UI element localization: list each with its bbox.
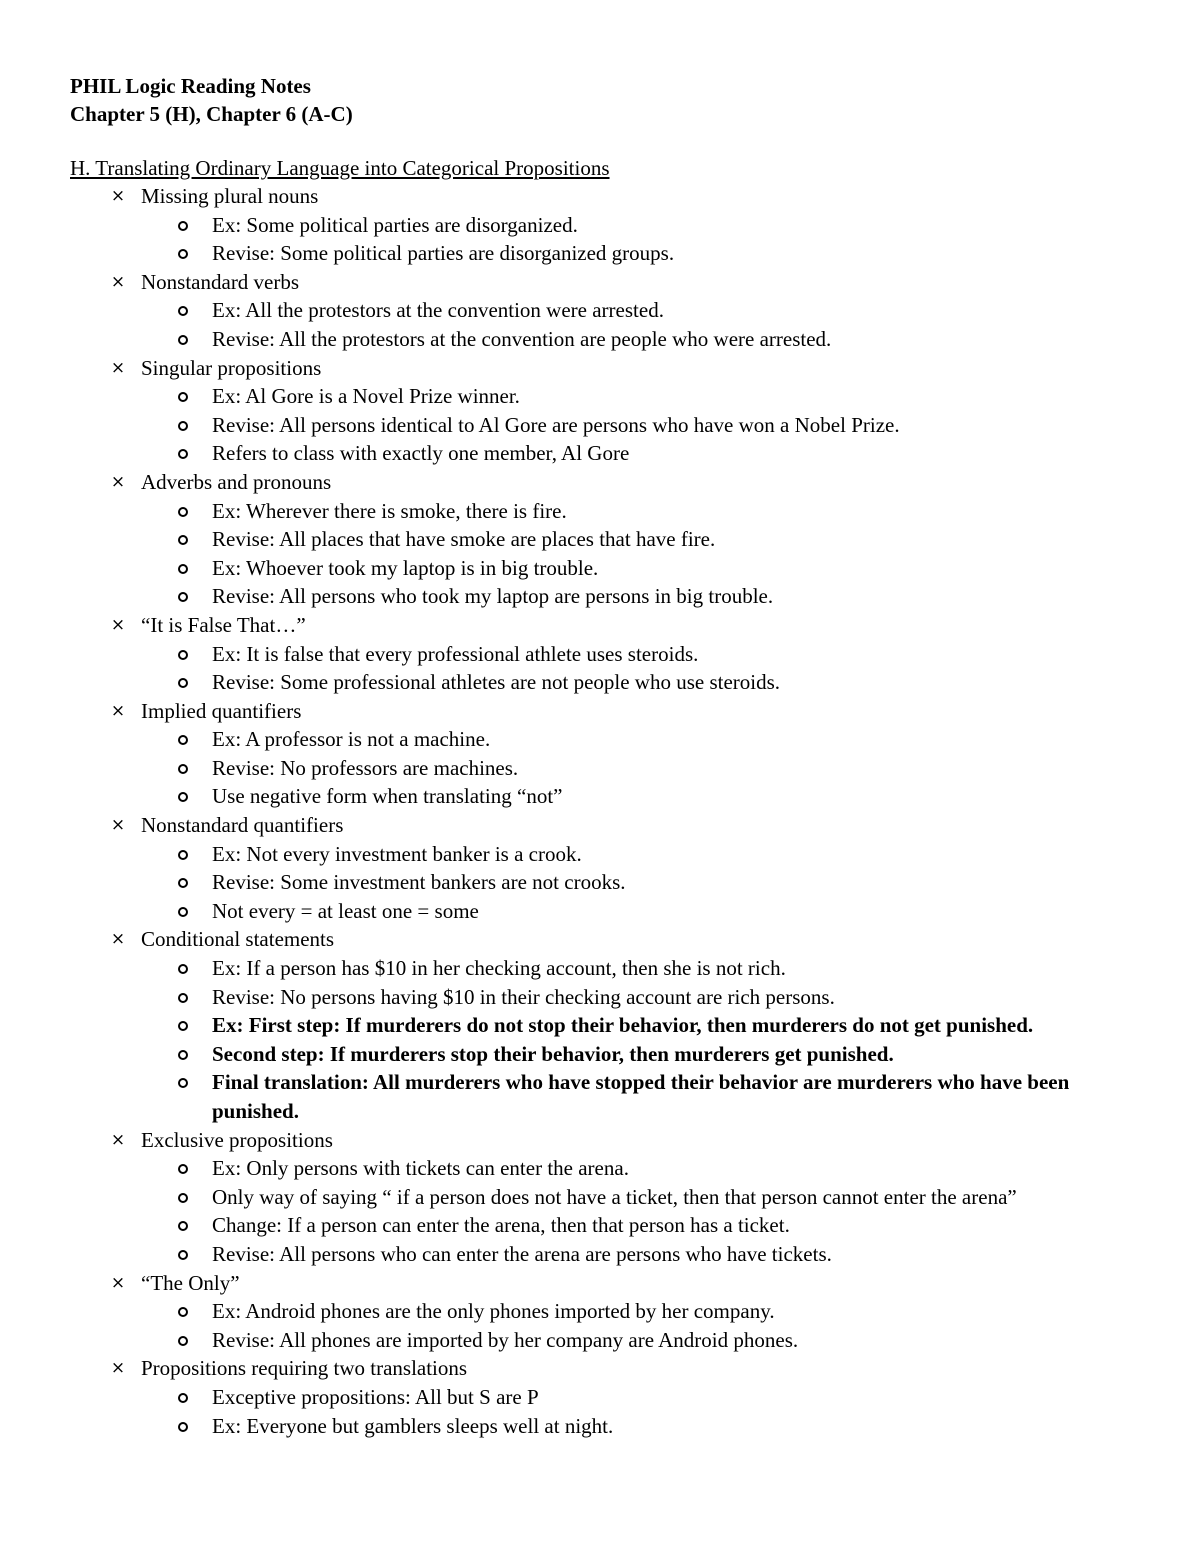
- sub-item: [70, 1240, 1140, 1269]
- sub-item: [70, 439, 1140, 468]
- x-bullet-icon: ×: [110, 614, 126, 635]
- sub-item: [70, 897, 1140, 926]
- sub-item: [70, 296, 1140, 325]
- topic-line: [70, 1126, 1140, 1155]
- circle-bullet-icon: [178, 1422, 188, 1432]
- topic-line: [70, 811, 1140, 840]
- circle-bullet-icon: [178, 1164, 188, 1174]
- sub-item-text: Refers to class with exactly one member, Al Gore: [212, 441, 630, 466]
- sub-item: [70, 1154, 1140, 1183]
- sub-item: [70, 554, 1140, 583]
- sub-item-text: Ex: Some political parties are disorganized.: [212, 212, 578, 237]
- circle-bullet-icon: [178, 993, 188, 1003]
- sub-item-text: Revise: No professors are machines.: [212, 755, 519, 780]
- circle-bullet-icon: [178, 221, 188, 231]
- sub-item-text: Ex: First step: If murderers do not stop their behavior, then murderers do not get punished.: [212, 1013, 1034, 1038]
- topic-line: [70, 611, 1140, 640]
- sub-item-text: Ex: All the protestors at the convention were arrested.: [212, 298, 664, 323]
- section-heading: H. Translating Ordinary Language into Categorical Propositions: [70, 156, 610, 180]
- sub-item-text: Ex: It is false that every professional athlete uses steroids.: [212, 641, 699, 666]
- sub-item: [70, 1011, 1140, 1040]
- circle-bullet-icon: [178, 335, 188, 345]
- document-title: PHIL Logic Reading Notes: [70, 74, 311, 98]
- sub-item-text: Revise: Some professional athletes are not people who use steroids.: [212, 670, 781, 695]
- document-page: [70, 72, 1140, 1440]
- circle-bullet-icon: [178, 792, 188, 802]
- sub-item: [70, 1068, 1140, 1125]
- circle-bullet-icon: [178, 507, 188, 517]
- sub-item-list: [70, 1154, 1140, 1268]
- topic-item: [70, 697, 1140, 811]
- x-bullet-icon: ×: [110, 271, 126, 292]
- chapter-reference: Chapter 5 (H), Chapter 6 (A-C): [70, 102, 353, 126]
- circle-bullet-icon: [178, 306, 188, 316]
- sub-item-list: [70, 954, 1140, 1126]
- topic-label: Singular propositions: [141, 355, 322, 380]
- sub-item: [70, 1326, 1140, 1355]
- sub-item: [70, 640, 1140, 669]
- sub-item: [70, 1412, 1140, 1441]
- topic-label: Nonstandard verbs: [141, 269, 300, 294]
- sub-item-list: [70, 1297, 1140, 1354]
- sub-item-text: Revise: No persons having $10 in their checking account are rich persons.: [212, 984, 835, 1009]
- circle-bullet-icon: [178, 1393, 188, 1403]
- x-bullet-icon: ×: [110, 1129, 126, 1150]
- topic-item: [70, 1126, 1140, 1269]
- circle-bullet-icon: [178, 592, 188, 602]
- topic-item: [70, 1354, 1140, 1440]
- sub-item-text: Revise: Some investment bankers are not crooks.: [212, 870, 626, 895]
- sub-item-list: [70, 725, 1140, 811]
- circle-bullet-icon: [178, 1078, 188, 1088]
- topic-label: Exclusive propositions: [141, 1127, 333, 1152]
- sub-item: [70, 954, 1140, 983]
- sub-item-text: Ex: If a person has $10 in her checking account, then she is not rich.: [212, 956, 786, 981]
- sub-item-text: Revise: All the protestors at the convention are people who were arrested.: [212, 326, 832, 351]
- circle-bullet-icon: [178, 678, 188, 688]
- sub-item-text: Not every = at least one = some: [212, 898, 479, 923]
- topic-line: [70, 182, 1140, 211]
- circle-bullet-icon: [178, 1250, 188, 1260]
- sub-item: [70, 668, 1140, 697]
- topic-line: [70, 468, 1140, 497]
- topic-item: [70, 611, 1140, 697]
- sub-item: [70, 754, 1140, 783]
- sub-item: [70, 725, 1140, 754]
- circle-bullet-icon: [178, 764, 188, 774]
- x-bullet-icon: ×: [110, 1358, 126, 1379]
- sub-item: [70, 1383, 1140, 1412]
- x-bullet-icon: ×: [110, 1272, 126, 1293]
- sub-item: [70, 1040, 1140, 1069]
- circle-bullet-icon: [178, 907, 188, 917]
- sub-item-text: Revise: All places that have smoke are places that have fire.: [212, 527, 716, 552]
- sub-item: [70, 868, 1140, 897]
- sub-item: [70, 782, 1140, 811]
- sub-item-text: Ex: Not every investment banker is a crook.: [212, 841, 582, 866]
- sub-item-text: Revise: Some political parties are disorganized groups.: [212, 241, 675, 266]
- topic-label: “The Only”: [141, 1270, 240, 1295]
- sub-item-text: Ex: A professor is not a machine.: [212, 727, 491, 752]
- x-bullet-icon: ×: [110, 700, 126, 721]
- topic-item: [70, 925, 1140, 1125]
- sub-item-list: [70, 382, 1140, 468]
- x-bullet-icon: ×: [110, 471, 126, 492]
- circle-bullet-icon: [178, 1307, 188, 1317]
- topic-item: [70, 468, 1140, 611]
- topic-line: [70, 697, 1140, 726]
- topic-item: [70, 811, 1140, 925]
- topic-label: “It is False That…”: [141, 612, 306, 637]
- sub-item: [70, 1297, 1140, 1326]
- sub-item-text: Second step: If murderers stop their behavior, then murderers get punished.: [212, 1041, 894, 1066]
- sub-item-text: Ex: Everyone but gamblers sleeps well at night.: [212, 1413, 614, 1438]
- sub-item: [70, 211, 1140, 240]
- sub-item-text: Revise: All phones are imported by her company are Android phones.: [212, 1327, 799, 1352]
- circle-bullet-icon: [178, 535, 188, 545]
- sub-item-text: Change: If a person can enter the arena, then that person has a ticket.: [212, 1213, 790, 1238]
- sub-item: [70, 411, 1140, 440]
- sub-item-list: [70, 497, 1140, 611]
- topic-item: [70, 268, 1140, 354]
- sub-item: [70, 382, 1140, 411]
- circle-bullet-icon: [178, 735, 188, 745]
- sub-item-text: Ex: Wherever there is smoke, there is fire.: [212, 498, 567, 523]
- topic-item: [70, 1269, 1140, 1355]
- sub-item: [70, 239, 1140, 268]
- circle-bullet-icon: [178, 650, 188, 660]
- sub-item: [70, 983, 1140, 1012]
- circle-bullet-icon: [178, 392, 188, 402]
- topic-line: [70, 1269, 1140, 1298]
- topic-label: Implied quantifiers: [141, 698, 302, 723]
- circle-bullet-icon: [178, 449, 188, 459]
- circle-bullet-icon: [178, 1050, 188, 1060]
- sub-item: [70, 1211, 1140, 1240]
- sub-item-list: [70, 640, 1140, 697]
- sub-item: [70, 497, 1140, 526]
- sub-item: [70, 525, 1140, 554]
- sub-item-text: Final translation: All murderers who have stopped their behavior are murderers who have been punished.: [212, 1070, 1070, 1123]
- circle-bullet-icon: [178, 564, 188, 574]
- x-bullet-icon: ×: [110, 929, 126, 950]
- circle-bullet-icon: [178, 421, 188, 431]
- topic-item: [70, 182, 1140, 268]
- x-bullet-icon: ×: [110, 815, 126, 836]
- sub-item-text: Ex: Al Gore is a Novel Prize winner.: [212, 384, 520, 409]
- topic-line: [70, 925, 1140, 954]
- sub-item-text: Ex: Only persons with tickets can enter the arena.: [212, 1156, 629, 1181]
- sub-item-text: Only way of saying “ if a person does not have a ticket, then that person cannot enter the arena”: [212, 1184, 1017, 1209]
- sub-item: [70, 582, 1140, 611]
- circle-bullet-icon: [178, 1021, 188, 1031]
- circle-bullet-icon: [178, 850, 188, 860]
- circle-bullet-icon: [178, 878, 188, 888]
- x-bullet-icon: ×: [110, 357, 126, 378]
- topic-label: Adverbs and pronouns: [141, 469, 332, 494]
- topic-label: Nonstandard quantifiers: [141, 813, 344, 838]
- sub-item-text: Ex: Android phones are the only phones imported by her company.: [212, 1299, 775, 1324]
- sub-item-text: Ex: Whoever took my laptop is in big trouble.: [212, 555, 599, 580]
- topic-label: Conditional statements: [141, 927, 335, 952]
- topic-item: [70, 354, 1140, 468]
- topic-label: Propositions requiring two translations: [141, 1356, 468, 1381]
- sub-item-text: Exceptive propositions: All but S are P: [212, 1384, 539, 1409]
- sub-item-list: [70, 1383, 1140, 1440]
- x-bullet-icon: ×: [110, 186, 126, 206]
- sub-item-text: Revise: All persons who took my laptop are persons in big trouble.: [212, 584, 774, 609]
- topic-label: Missing plural nouns: [141, 184, 319, 208]
- sub-item-text: Revise: All persons identical to Al Gore are persons who have won a Nobel Prize.: [212, 412, 900, 437]
- blank-line: [70, 128, 1140, 154]
- sub-item: [70, 325, 1140, 354]
- topic-list: [70, 182, 1140, 1440]
- topic-line: [70, 354, 1140, 383]
- sub-item: [70, 840, 1140, 869]
- sub-item-list: [70, 296, 1140, 353]
- sub-item-text: Revise: All persons who can enter the arena are persons who have tickets.: [212, 1241, 832, 1266]
- circle-bullet-icon: [178, 964, 188, 974]
- topic-line: [70, 268, 1140, 297]
- circle-bullet-icon: [178, 1221, 188, 1231]
- sub-item: [70, 1183, 1140, 1212]
- sub-item-list: [70, 211, 1140, 268]
- circle-bullet-icon: [178, 1193, 188, 1203]
- circle-bullet-icon: [178, 1336, 188, 1346]
- circle-bullet-icon: [178, 249, 188, 259]
- sub-item-text: Use negative form when translating “not”: [212, 784, 563, 809]
- topic-line: [70, 1354, 1140, 1383]
- sub-item-list: [70, 840, 1140, 926]
